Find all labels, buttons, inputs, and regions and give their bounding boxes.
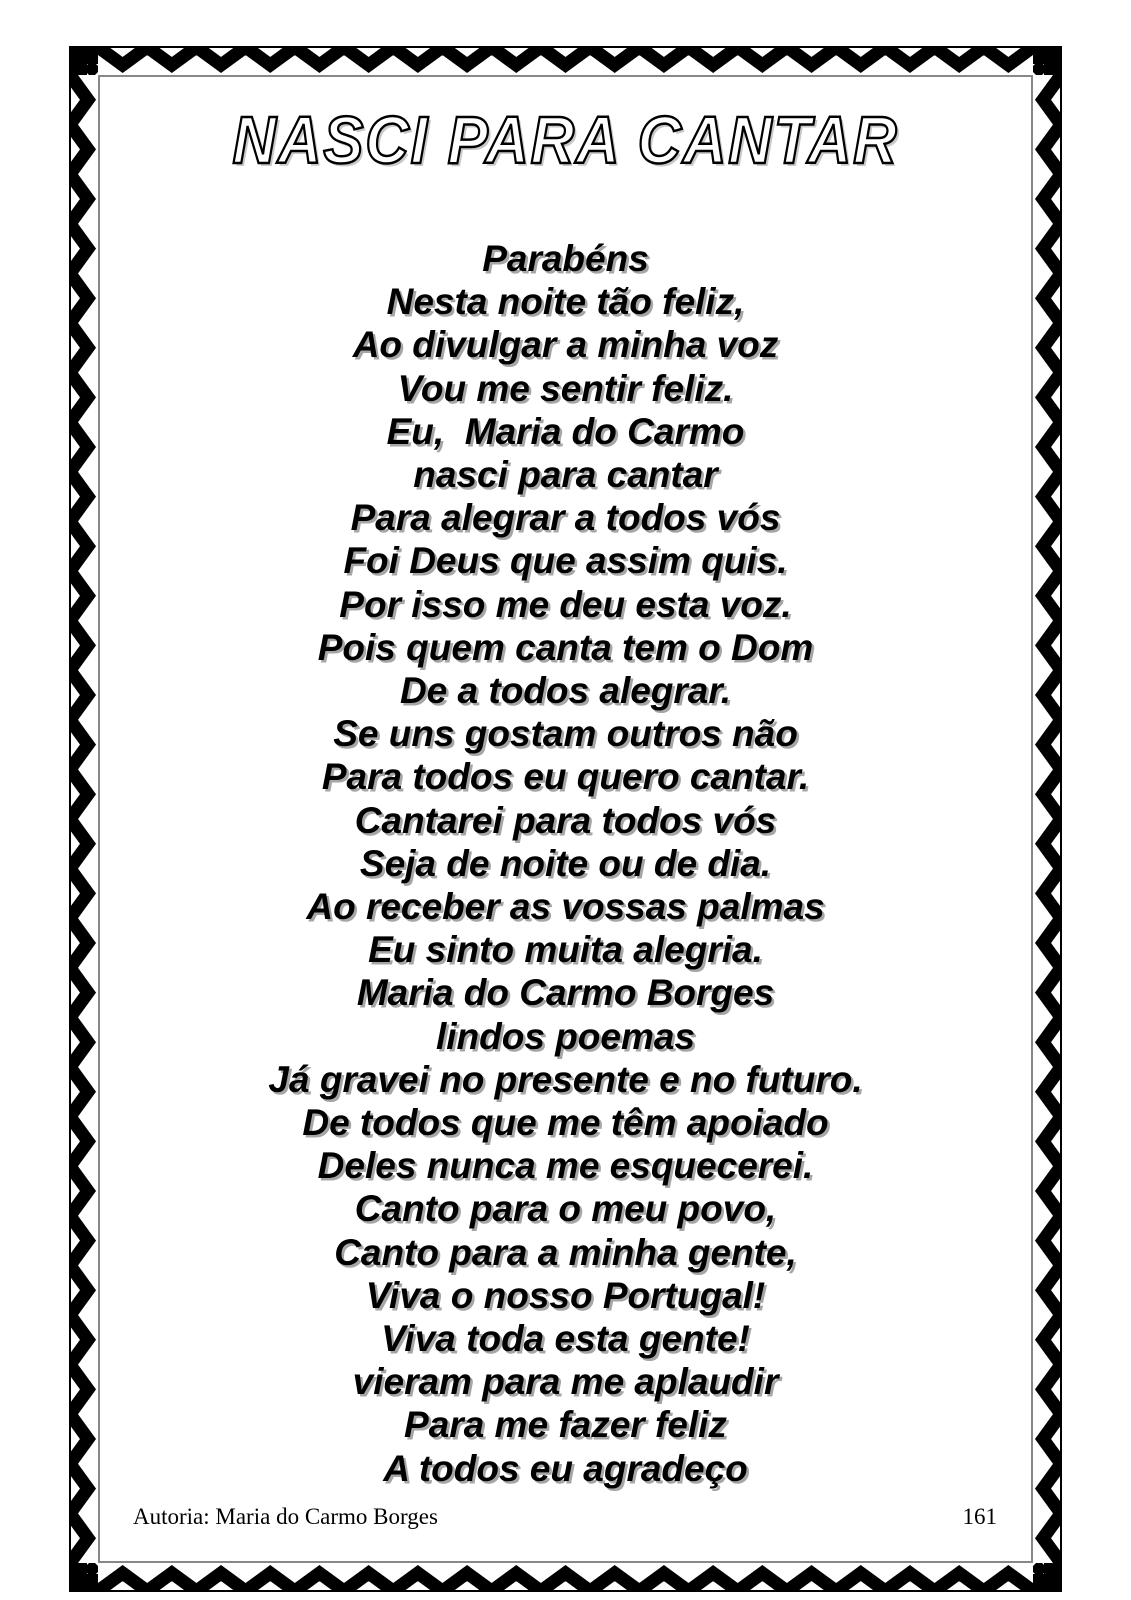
poem — [98, 237, 1033, 1490]
page-footer — [133, 1504, 997, 1534]
poem-line: Eu, Maria do Carmo — [386, 410, 745, 452]
poem-line: Canto para o meu povo, — [354, 1188, 777, 1230]
poem-line: Para alegrar a todos vós — [350, 497, 781, 539]
poem-line: De a todos alegrar. — [399, 670, 732, 712]
poem-line: Vou me sentir feliz. — [397, 367, 734, 409]
poem-line: De todos que me têm apoiado — [302, 1102, 829, 1144]
zigzag-corner-bottom-left — [69, 1563, 98, 1592]
author-credit: Autoria: Maria do Carmo Borges — [133, 1504, 438, 1529]
poem-line: Pois quem canta tem o Dom — [317, 626, 814, 668]
zigzag-corner-bottom-right — [1033, 1563, 1062, 1592]
zigzag-border-top — [98, 46, 1033, 75]
zigzag-border-right — [1033, 75, 1062, 1563]
poem-line: nasci para cantar — [413, 454, 718, 496]
poem-line: Viva toda esta gente! — [381, 1318, 750, 1360]
poem-line: vieram para me aplaudir — [352, 1361, 779, 1403]
poem-line: Foi Deus que assim quis. — [343, 540, 788, 582]
zigzag-corner-top-left — [69, 46, 98, 75]
poem-line: Viva o nosso Portugal! — [365, 1274, 766, 1316]
zigzag-border-left — [69, 75, 98, 1563]
poem-line: Se uns gostam outros não — [333, 713, 798, 755]
zigzag-corner-top-right — [1033, 46, 1062, 75]
poem-line: Para todos eu quero cantar. — [321, 756, 810, 798]
page-number: 161 — [962, 1504, 997, 1529]
poem-line: Ao receber as vossas palmas — [306, 886, 825, 928]
poem-line: A todos eu agradeço — [383, 1447, 748, 1489]
poem-line: Por isso me deu esta voz. — [339, 583, 792, 625]
page-title: NASCI PARA CANTAR — [232, 103, 899, 178]
poem-line: Deles nunca me esquecerei. — [317, 1145, 814, 1187]
zigzag-border-bottom — [98, 1563, 1033, 1592]
poem-line: lindos poemas — [435, 1015, 696, 1057]
poem-line: Nesta noite tão feliz, — [386, 281, 745, 323]
poem-line: Eu sinto muita alegria. — [368, 929, 763, 971]
poem-line: Seja de noite ou de dia. — [359, 842, 772, 884]
poem-line: Parabéns — [482, 238, 649, 279]
poem-line: Cantarei para todos vós — [354, 799, 777, 841]
poem-line: Maria do Carmo Borges — [356, 972, 775, 1014]
poem-line: Canto para a minha gente, — [334, 1231, 797, 1273]
poem-line: Já gravei no presente e no futuro. — [268, 1058, 863, 1100]
poem-line: Para me fazer feliz — [404, 1404, 727, 1446]
poem-line: Ao divulgar a minha voz — [352, 324, 779, 366]
